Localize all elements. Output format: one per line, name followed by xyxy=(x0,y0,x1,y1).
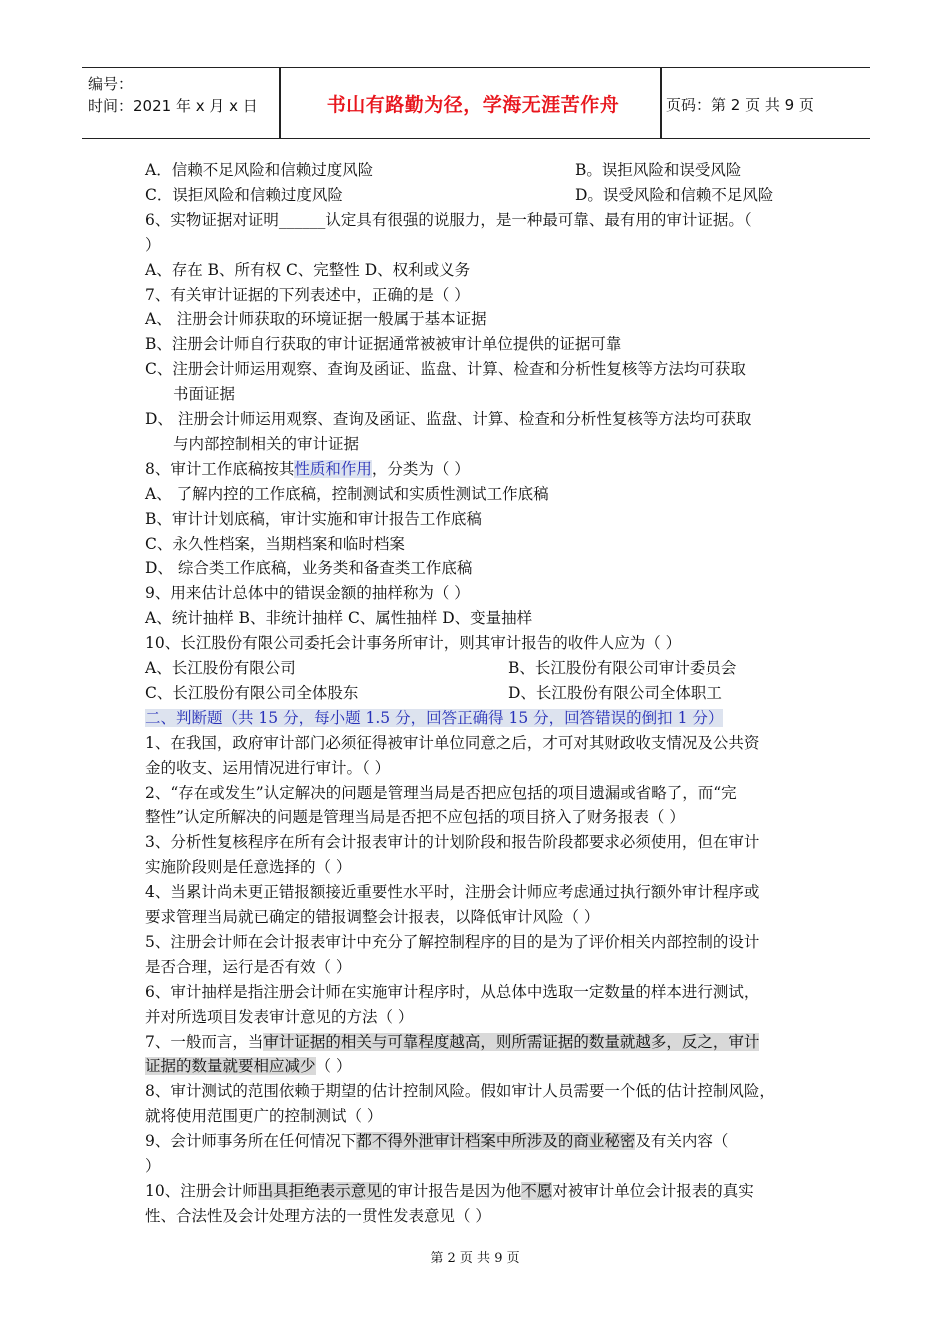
text-line xyxy=(145,1131,728,1151)
highlighted-text: 出具拒绝表示意见 xyxy=(257,1181,382,1200)
text-line xyxy=(145,509,482,529)
line-text: 并对所选项目发表审计意见的方法（ ） xyxy=(145,1007,414,1026)
text-line xyxy=(145,160,373,180)
text-line xyxy=(145,1206,491,1226)
line-text: A、统计抽样 B、非统计抽样 C、属性抽样 D、变量抽样 xyxy=(145,609,533,628)
line-text: C．误拒风险和信赖过度风险 xyxy=(145,185,343,204)
line-text: 对被审计单位会计报表的真实 xyxy=(552,1181,754,1200)
text-line xyxy=(145,1181,754,1201)
text-line xyxy=(145,807,685,827)
highlighted-text: 性质和作用 xyxy=(294,459,372,478)
line-text: 7、有关审计证据的下列表述中，正确的是（ ） xyxy=(145,285,470,304)
header-page-number: 页码：第 2 页 共 9 页 xyxy=(666,96,814,114)
line-text: 10、注册会计师 xyxy=(145,1181,258,1200)
text-line xyxy=(145,733,759,753)
text-line xyxy=(145,1032,759,1052)
line-text: C、长江股份有限公司全体股东 xyxy=(145,683,359,702)
text-line xyxy=(145,683,358,703)
page-footer: 第 2 页 共 9 页 xyxy=(430,1251,520,1266)
text-line xyxy=(145,558,472,578)
line-text: 8、审计工作底稿按其 xyxy=(145,459,295,478)
line-text: D、 综合类工作底稿，业务类和备查类工作底稿 xyxy=(145,559,473,578)
text-line xyxy=(145,783,737,803)
text-line xyxy=(145,1081,775,1101)
text-line xyxy=(145,882,759,902)
text-line xyxy=(145,309,487,329)
text-line xyxy=(145,185,343,205)
line-text: ） xyxy=(145,235,161,254)
line-text: 整性”认定所解决的问题是管理当局是否把不应包括的项目挤入了财务报表（ ） xyxy=(145,808,685,827)
doc-date: 时间：2021 年 x 月 x 日 xyxy=(88,97,258,115)
text-line xyxy=(145,359,746,379)
line-text: ，分类为（ ） xyxy=(371,459,470,478)
highlighted-text: 审计证据的相关与可靠程度越高，则所需证据的数量就越多，反之，审计 xyxy=(263,1032,760,1051)
header-divider xyxy=(279,68,281,138)
line-text: ） xyxy=(145,1157,161,1175)
line-text: B、审计计划底稿，审计实施和审计报告工作底稿 xyxy=(145,509,482,528)
page-header xyxy=(82,67,870,139)
text-line xyxy=(145,633,681,653)
text-line xyxy=(173,434,359,454)
line-text: 6、审计抽样是指注册会计师在实施审计程序时，从总体中选取一定数量的样本进行测试， xyxy=(145,982,760,1001)
line-text: A、 了解内控的工作底稿，控制测试和实质性测试工作底稿 xyxy=(145,484,549,503)
line-text: 9、用来估计总体中的错误金额的抽样称为（ ） xyxy=(145,584,470,603)
option-right xyxy=(508,683,722,703)
line-text: A、长江股份有限公司 xyxy=(145,659,296,677)
text-line xyxy=(145,1156,161,1176)
section-heading xyxy=(145,708,723,728)
text-line xyxy=(145,285,470,305)
text-line xyxy=(145,459,470,479)
line-text: B、注册会计师自行获取的审计证据通常被被审计单位提供的证据可靠 xyxy=(145,335,622,354)
option-right xyxy=(508,658,736,678)
text-line xyxy=(145,658,296,678)
text-line xyxy=(145,907,599,927)
text-line xyxy=(145,982,759,1002)
line-text: 9、会计师事务所在任何情况下 xyxy=(145,1132,357,1151)
line-text: （ ） xyxy=(315,1057,352,1076)
line-text: 3、分析性复核程序在所有会计报表审计的计划阶段和报告阶段都要求必须使用，但在审计 xyxy=(145,833,760,852)
line-text: 及有关内容（ xyxy=(635,1132,729,1151)
doc-number-label: 编号： xyxy=(88,75,134,93)
text-line xyxy=(173,384,235,404)
line-text: 性、合法性及会计处理方法的一贯性发表意见（ ） xyxy=(145,1206,491,1225)
line-text: 2、“存在或发生”认定解决的问题是管理当局是否把应包括的项目遗漏或省略了，而“完 xyxy=(145,783,737,802)
line-text: 1、在我国，政府审计部门必须征得被审计单位同意之后，才可对其财政收支情况及公共资 xyxy=(145,733,760,752)
text-line xyxy=(145,1056,351,1076)
line-text: 10、长江股份有限公司委托会计事务所审计，则其审计报告的收件人应为（ ） xyxy=(145,634,682,653)
text-line xyxy=(145,932,759,952)
option-text: D。误受风险和信赖不足风险 xyxy=(575,185,774,204)
option-text: D、长江股份有限公司全体职工 xyxy=(508,683,722,702)
line-text: 6、实物证据对证明______认定具有很强的说服力，是一种最可靠、最有用的审计证据。（ xyxy=(145,210,752,229)
header-motto: 书山有路勤为径，学海无涯苦作舟 xyxy=(326,94,620,116)
text-line xyxy=(145,1007,413,1027)
text-line xyxy=(145,1106,382,1126)
line-text: 5、注册会计师在会计报表审计中充分了解控制程序的目的是为了评价相关内部控制的设计 xyxy=(145,932,760,951)
text-line xyxy=(145,583,470,603)
text-line xyxy=(145,210,752,230)
line-text: 与内部控制相关的审计证据 xyxy=(173,434,360,453)
option-text: B、长江股份有限公司审计委员会 xyxy=(508,659,737,677)
option-text: B。误拒风险和误受风险 xyxy=(575,161,742,179)
text-line xyxy=(145,957,351,977)
text-line xyxy=(145,409,751,429)
line-text: A．信赖不足风险和信赖过度风险 xyxy=(145,161,374,179)
line-text: 7、一般而言，当 xyxy=(145,1032,264,1051)
line-text: 金的收支、运用情况进行审计。（ ） xyxy=(145,758,391,777)
text-line xyxy=(145,832,759,852)
text-line xyxy=(145,758,390,778)
line-text: 4、当累计尚未更正错报额接近重要性水平时，注册会计师应考虑通过执行额外审计程序或 xyxy=(145,883,760,902)
line-text: 8、审计测试的范围依赖于期望的估计控制风险。假如审计人员需要一个低的估计控制风险， xyxy=(145,1082,775,1101)
line-text: 实施阶段则是任意选择的（ ） xyxy=(145,858,352,877)
text-line xyxy=(145,334,621,354)
option-right xyxy=(575,160,741,180)
text-line xyxy=(145,484,549,504)
line-text: 书面证据 xyxy=(173,385,236,404)
text-line xyxy=(145,235,161,255)
section-heading-text: 二、判断题（共 15 分，每小题 1.5 分，回答正确得 15 分，回答错误的倒扣 1 分） xyxy=(145,708,724,727)
line-text: 是否合理，运行是否有效（ ） xyxy=(145,957,352,976)
line-text: 就将使用范围更广的控制测试（ ） xyxy=(145,1107,383,1126)
line-text: 要求管理当局就已确定的错报调整会计报表，以降低审计风险（ ） xyxy=(145,908,600,926)
highlighted-text: 不愿 xyxy=(521,1181,553,1200)
text-line xyxy=(145,857,351,877)
text-line xyxy=(145,534,405,554)
line-text: A、存在 B、所有权 C、完整性 D、权利或义务 xyxy=(145,260,471,279)
line-text: A、 注册会计师获取的环境证据一般属于基本证据 xyxy=(145,310,487,329)
highlighted-text: 证据的数量就要相应减少 xyxy=(145,1057,316,1076)
line-text: C、注册会计师运用观察、查询及函证、监盘、计算、检查和分析性复核等方法均可获取 xyxy=(145,360,746,379)
option-right xyxy=(575,185,773,205)
line-text: C、永久性档案，当期档案和临时档案 xyxy=(145,534,405,553)
line-text: D、 注册会计师运用观察、查询及函证、监盘、计算、检查和分析性复核等方法均可获取 xyxy=(145,410,752,428)
text-line xyxy=(145,608,532,628)
line-text: 的审计报告是因为他 xyxy=(381,1181,522,1200)
text-line xyxy=(145,260,470,280)
highlighted-text: 都不得外泄审计档案中所涉及的商业秘密 xyxy=(356,1132,636,1151)
header-divider xyxy=(660,68,662,138)
